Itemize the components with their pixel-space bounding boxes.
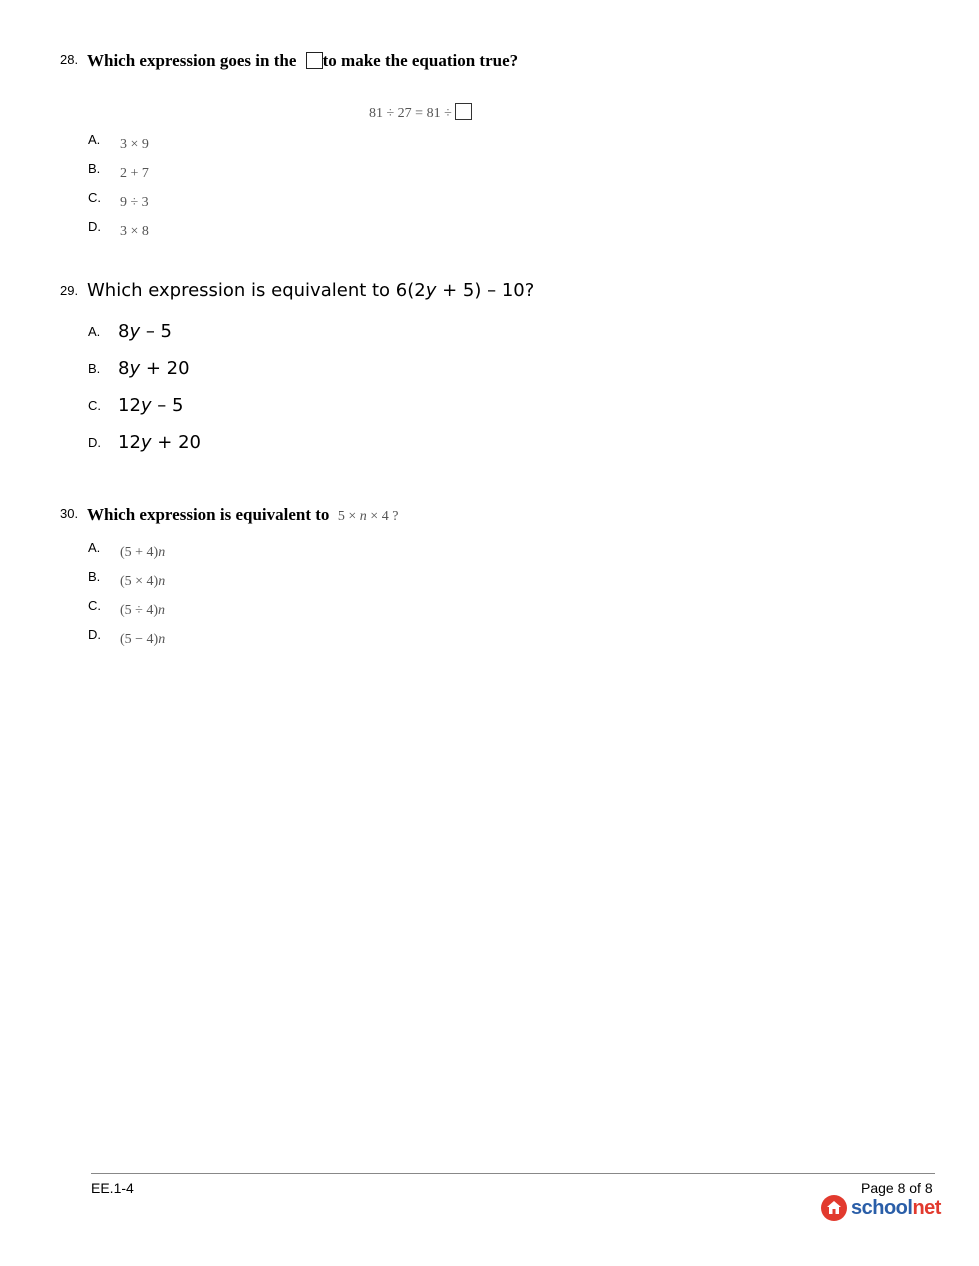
option-paren: (5 + 4) xyxy=(120,545,159,560)
option-text[interactable] xyxy=(118,395,183,416)
option-rest: – 5 xyxy=(140,321,173,342)
option-letter: D. xyxy=(88,435,101,450)
option-text[interactable] xyxy=(120,603,165,619)
option-text[interactable] xyxy=(118,321,172,342)
option-letter: C. xyxy=(88,398,101,413)
option-rest: + 20 xyxy=(140,358,190,379)
answer-box-icon xyxy=(455,103,472,120)
question-text xyxy=(87,280,534,301)
variable: n xyxy=(158,603,166,618)
variable: y xyxy=(425,280,437,301)
option-text[interactable]: 3 × 8 xyxy=(120,224,149,239)
option-letter: D. xyxy=(88,627,101,642)
option-text[interactable] xyxy=(118,358,190,379)
question-text-before: Which expression goes in the xyxy=(87,51,297,70)
option-letter: D. xyxy=(88,219,101,234)
variable: y xyxy=(140,432,152,453)
expr-part: × 4 ? xyxy=(366,509,399,524)
question-number: 29. xyxy=(60,283,79,298)
question-text xyxy=(87,505,398,525)
expr-part: 5 × xyxy=(337,509,360,524)
schoolnet-logo xyxy=(821,1193,941,1223)
variable: n xyxy=(158,545,166,560)
option-text[interactable] xyxy=(120,545,165,561)
question-number: 30. xyxy=(60,506,79,521)
option-text[interactable]: 3 × 9 xyxy=(120,137,149,152)
page-number: Page 8 of 8 xyxy=(861,1180,933,1196)
option-coef: 12 xyxy=(118,395,141,416)
variable: n xyxy=(158,574,166,589)
option-letter: C. xyxy=(88,190,101,205)
option-text[interactable]: 9 ÷ 3 xyxy=(120,195,149,210)
option-paren: (5 ÷ 4) xyxy=(120,603,159,618)
logo-text: school xyxy=(851,1196,913,1219)
question-text xyxy=(87,51,518,71)
footer-divider xyxy=(91,1173,935,1174)
question-expression xyxy=(338,509,399,524)
answer-box-icon xyxy=(306,52,323,69)
option-letter: A. xyxy=(88,132,101,147)
equation-text: 81 ÷ 27 = 81 ÷ xyxy=(369,106,452,121)
footer-code: EE.1-4 xyxy=(91,1180,134,1196)
option-text[interactable] xyxy=(118,432,201,453)
question-text-main: Which expression is equivalent to xyxy=(87,505,330,524)
option-coef: 12 xyxy=(118,432,141,453)
option-letter: B. xyxy=(88,569,101,584)
variable: y xyxy=(129,321,141,342)
question-number: 28. xyxy=(60,52,79,67)
house-icon xyxy=(821,1195,847,1221)
option-coef: 8 xyxy=(118,321,130,342)
option-paren: (5 − 4) xyxy=(120,632,159,647)
option-letter: B. xyxy=(88,161,101,176)
option-text[interactable] xyxy=(120,632,165,648)
variable: n xyxy=(158,632,166,647)
option-letter: B. xyxy=(88,361,101,376)
variable: y xyxy=(140,395,152,416)
question-text-before: Which expression is equivalent to 6(2 xyxy=(87,280,426,301)
question-text-after: + 5) – 10? xyxy=(436,280,535,301)
variable: n xyxy=(359,509,367,524)
logo-text: net xyxy=(912,1196,941,1219)
option-paren: (5 × 4) xyxy=(120,574,159,589)
variable: y xyxy=(129,358,141,379)
option-rest: + 20 xyxy=(151,432,201,453)
option-text[interactable] xyxy=(120,574,165,590)
option-rest: – 5 xyxy=(151,395,184,416)
option-letter: C. xyxy=(88,598,101,613)
option-letter: A. xyxy=(88,324,101,339)
equation xyxy=(369,103,472,122)
option-letter: A. xyxy=(88,540,101,555)
option-text[interactable]: 2 + 7 xyxy=(120,166,149,181)
question-text-after: to make the equation true? xyxy=(322,51,519,70)
option-coef: 8 xyxy=(118,358,130,379)
